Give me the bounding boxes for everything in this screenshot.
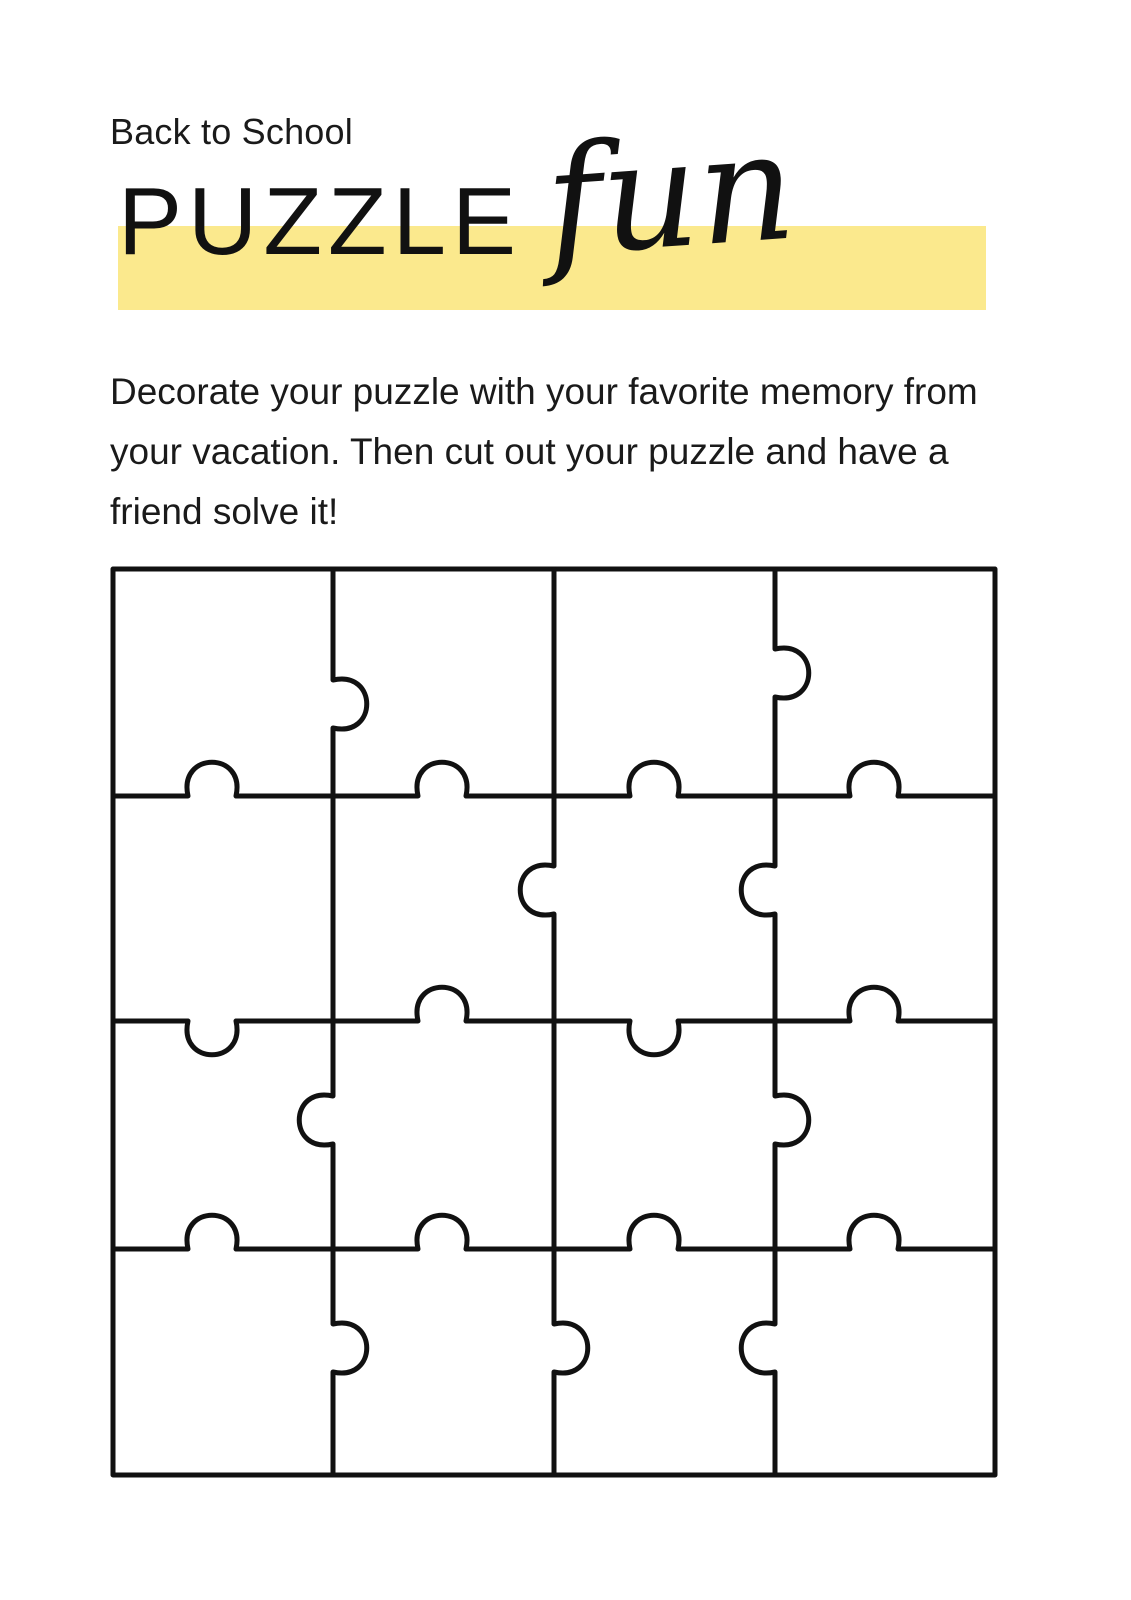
puzzle-seam-v1-r4 [333,1249,367,1475]
title-script-text: fun [540,99,801,291]
puzzle-seam-h3-c4 [775,1215,995,1249]
puzzle-seam-v2-r4 [554,1249,588,1475]
puzzle-seam-v3-r4 [741,1249,775,1475]
puzzle-seam-h3-c1 [113,1215,333,1249]
eyebrow-text: Back to School [110,111,353,152]
puzzle-seam-h2-c4 [775,987,995,1021]
instructions-text: Decorate your puzzle with your favorite memory from your vacation. Then cut out your puzzle and have a friend solve it! [110,371,978,532]
puzzle-seam-h2-c2 [333,987,554,1021]
puzzle-seam-h1-c3 [554,762,775,796]
puzzle-grid [110,566,998,1478]
puzzle-seam-h1-c1 [113,762,333,796]
puzzle-seam-v3-r2 [741,796,775,1021]
puzzle-seam-h1-c4 [775,762,995,796]
puzzle-seam-h2-c3 [554,1021,775,1055]
title-main-text: PUZZLE [118,168,523,275]
puzzle-seam-h2-c1 [113,1021,333,1055]
puzzle-seam-v1-r3 [299,1021,333,1249]
puzzle-seam-v2-r2 [520,796,554,1021]
puzzle-seam-h1-c2 [333,762,554,796]
puzzle-seam-v3-r3 [775,1021,809,1249]
puzzle-seam-h3-c3 [554,1215,775,1249]
puzzle-seam-h3-c2 [333,1215,554,1249]
puzzle-svg [110,566,998,1478]
puzzle-seam-v3-r1 [775,569,809,796]
puzzle-seam-v1-r1 [333,569,367,796]
